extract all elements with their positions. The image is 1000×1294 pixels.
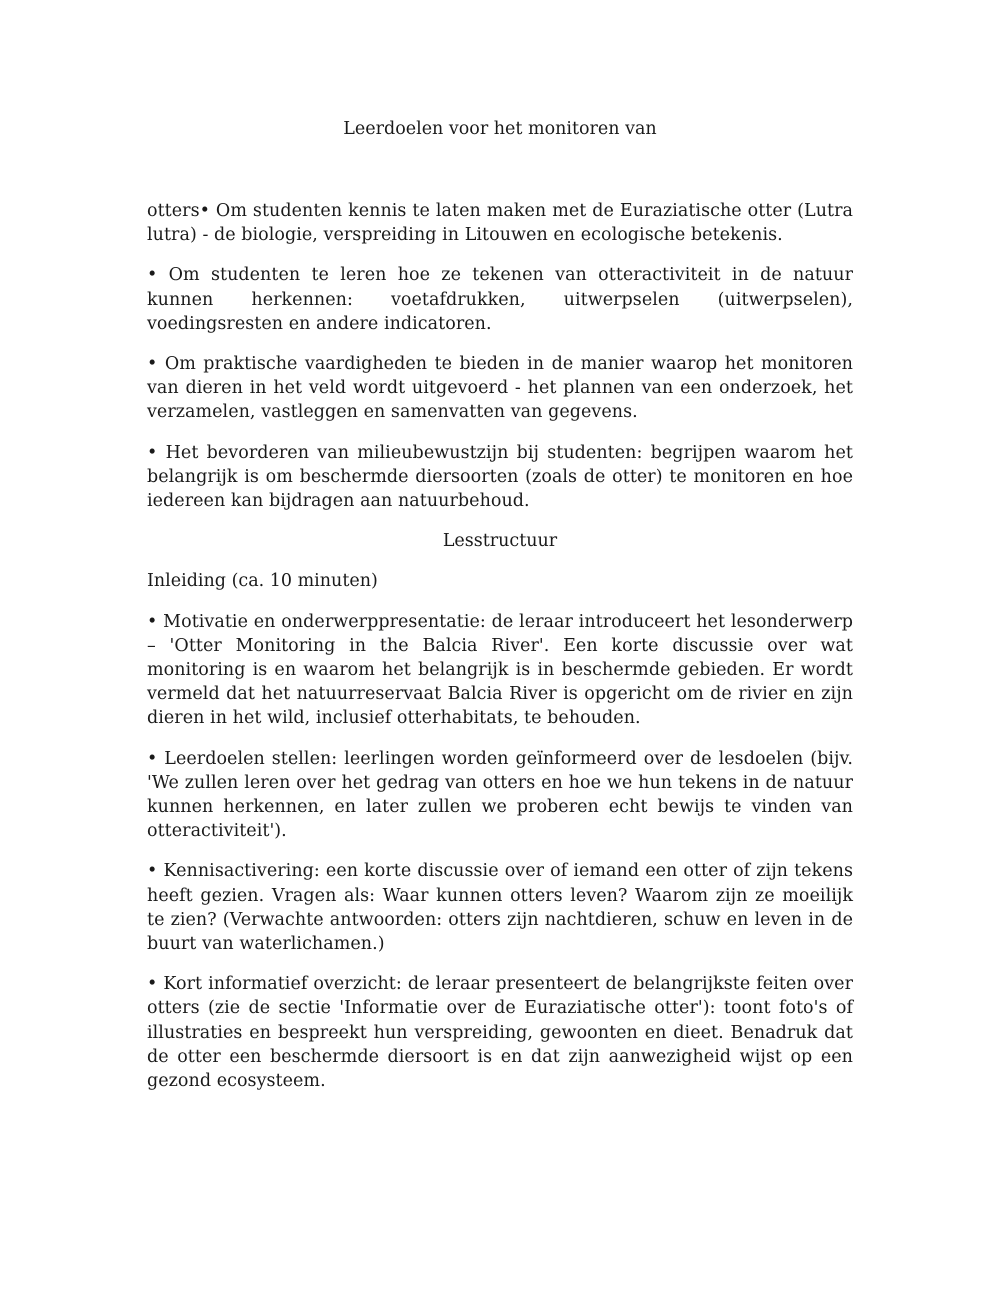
paragraph-goal-1: otters• Om studenten kennis te laten maken met de Euraziatische otter (Lutra lutra) - de biologie, verspreiding in Litouwen en ecologische betekenis.	[147, 201, 853, 246]
document-body	[147, 199, 853, 1109]
paragraph-goal-2: • Om studenten te leren hoe ze tekenen van otteractiviteit in de natuur kunnen herkennen: voetafdrukken, uitwerpselen (uitwerpselen), voedingsresten en andere indicatoren.	[147, 265, 853, 334]
paragraph-intro-3: • Kennisactivering: een korte discussie over of iemand een otter of zijn tekens heeft gezien. Vragen als: Waar kunnen otters leven? Waarom zijn ze moeilijk te zien? (Verwachte antwoorden: otters zijn nachtdieren, schuw en leven in de buurt van waterlichamen.)	[147, 861, 853, 955]
paragraph-intro-4: • Kort informatief overzicht: de leraar presenteert de belangrijkste feiten over otters (zie de sectie 'Informatie over de Euraziatische otter'): toont foto's of illustraties en bespreekt hun verspreiding, gewoonten en dieet. Benadruk dat de otter een beschermde diersoort is en dat zijn aanwezigheid wijst op een gezond ecosysteem.	[147, 974, 853, 1092]
paragraph-intro-1: • Motivatie en onderwerppresentatie: de leraar introduceert het lesonderwerp – 'Otter Monitoring in the Balcia River'. Een korte discussie over wat monitoring is en waarom het belangrijk is in beschermde gebieden. Er wordt vermeld dat het natuurreservaat Balcia River is opgericht om de rivier en zijn dieren in het wild, inclusief otterhabitats, te behouden.	[147, 611, 853, 729]
subheading: Inleiding (ca. 10 minuten)	[147, 571, 378, 592]
paragraph-intro-2: • Leerdoelen stellen: leerlingen worden geïnformeerd over de lesdoelen (bijv. 'We zullen leren over het gedrag van otters en hoe we hun tekens in de natuur kunnen herkennen, en later zullen we proberen echt bewijs te vinden van otteractiviteit').	[147, 748, 853, 842]
document-title: Leerdoelen voor het monitoren van	[343, 119, 657, 139]
paragraph-goal-4: • Het bevorderen van milieubewustzijn bij studenten: begrijpen waarom het belangrijk is om beschermde diersoorten (zoals de otter) te monitoren en hoe iedereen kan bijdragen aan natuurbehoud.	[147, 442, 853, 512]
paragraph-goal-3: • Om praktische vaardigheden te bieden in de manier waarop het monitoren van dieren in het veld wordt uitgevoerd - het plannen van een onderzoek, het verzamelen, vastleggen en samenvatten van gegevens.	[147, 354, 853, 423]
section-heading: Lesstructuur	[442, 531, 558, 552]
